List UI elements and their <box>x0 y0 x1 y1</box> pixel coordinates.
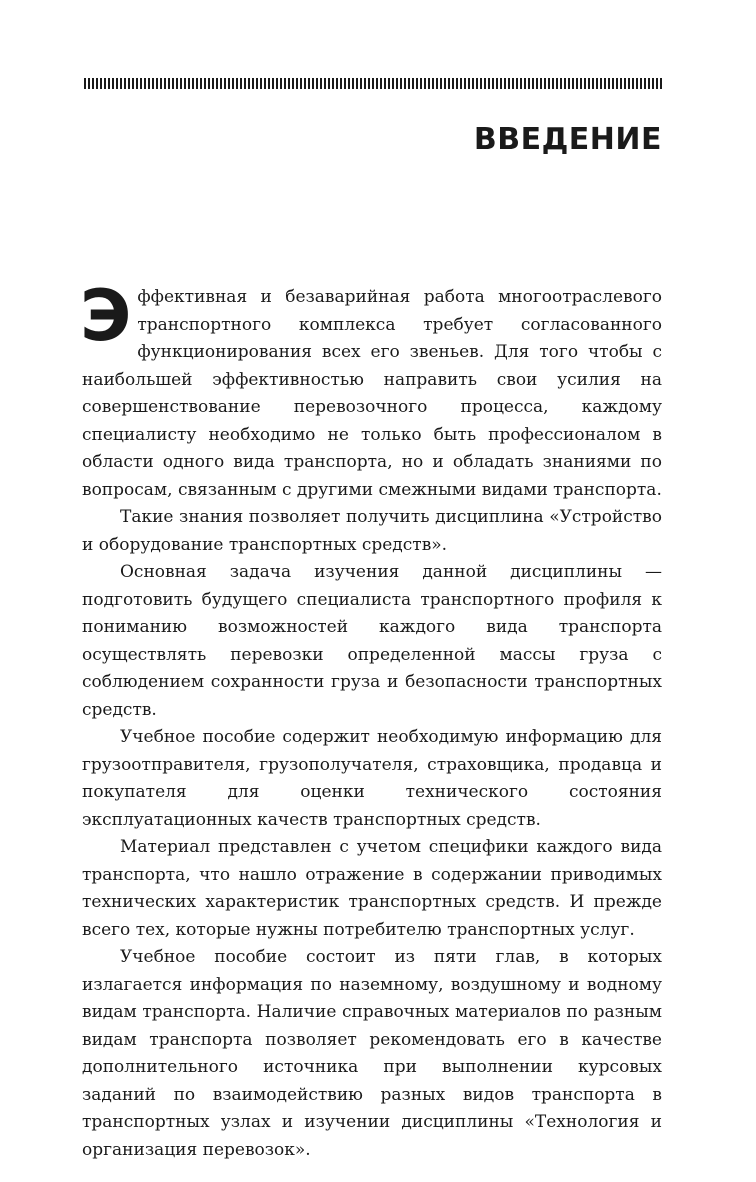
paragraph-5: Материал представлен с учетом специфики каждого вида транспорта, что нашло отражение в содержании приводимых технических характеристик транспортных средств. И прежде всего тех, которые нужны потребителю транспортных услуг. <box>82 837 662 940</box>
paragraph-2: Такие знания позволяет получить дисциплина «Устройство и оборудование транспортных средств». <box>82 507 662 555</box>
paragraph-6: Учебное пособие состоит из пяти глав, в которых излагается информация по наземному, воздушному и водному видам транспорта. Наличие справочных материалов по разным видам транспорта позволяет рекомендовать его в качестве дополнительного источника при выполнении курсовых заданий по взаимодействию разных видов транспорта в транспортных узлах и изучении дисциплины «Технология и организация перевозок». <box>82 947 662 1160</box>
paragraph-3: Основная задача изучения данной дисциплины — подготовить будущего специалиста транспортного профиля к пониманию возможностей каждого вида транспорта осуществлять перевозки определенной массы груза с соблюдением сохранности груза и безопасности транспортных средств. <box>82 562 662 720</box>
paragraph-4: Учебное пособие содержит необходимую информацию для грузоотправителя, грузополучателя, страховщика, продавца и покупателя для оценки технического состояния эксплуатационных качеств транспортных средств. <box>82 727 662 830</box>
drop-cap: Э <box>80 275 132 357</box>
header-hatched-rule <box>84 78 662 89</box>
paragraph-1-text: ффективная и безаварийная работа многоотраслевого транспортного комплекса требует согласованного функционирования всех его звеньев. Для того чтобы с наибольшей эффективностью направить свои усилия на совершенствование перевозочного процесса, каждому специалисту необходимо не только быть профессионалом в области одного вида транспорта, но и обладать знаниями по вопросам, связанным с другими смежными видами транспорта. <box>82 287 662 500</box>
body-text <box>80 275 662 1164</box>
section-title: ВВЕДЕНИЕ <box>473 122 662 157</box>
paragraph-1 <box>80 275 662 504</box>
